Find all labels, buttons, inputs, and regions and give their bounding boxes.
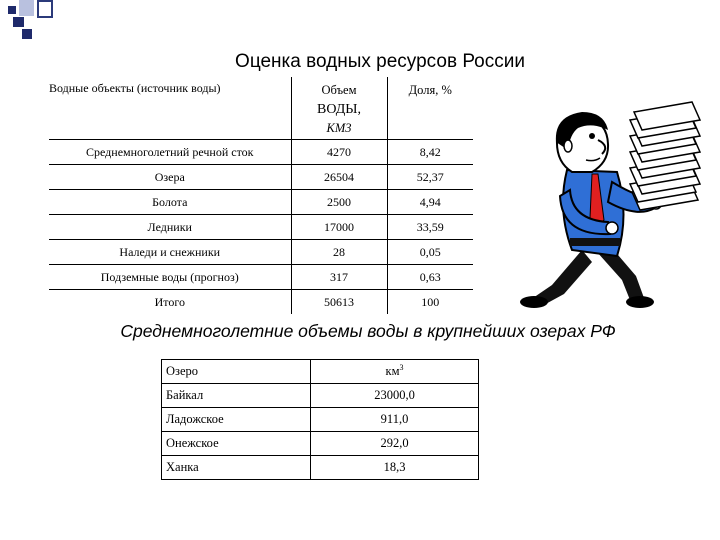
table-header-row bbox=[49, 77, 473, 140]
row-volume: 50613 bbox=[291, 290, 387, 315]
lake-volume: 23000,0 bbox=[311, 384, 479, 408]
decor-square bbox=[37, 0, 53, 18]
table-row bbox=[162, 384, 479, 408]
row-volume: 317 bbox=[291, 265, 387, 290]
row-share: 8,42 bbox=[387, 140, 473, 165]
row-share: 100 bbox=[421, 294, 440, 309]
table-row bbox=[49, 215, 473, 240]
page-title: Оценка водных ресурсов России bbox=[235, 51, 525, 72]
header-share: Доля, % bbox=[387, 77, 473, 140]
table-header-row bbox=[162, 360, 479, 384]
row-name: Ледники bbox=[49, 215, 291, 240]
header-volume-unit: КМ3 bbox=[326, 121, 352, 135]
decor-square bbox=[13, 17, 24, 27]
header-lake: Озеро bbox=[162, 360, 311, 384]
table-row bbox=[49, 190, 473, 215]
water-resources-table bbox=[49, 77, 473, 314]
header-volume bbox=[291, 77, 387, 140]
decor-square bbox=[19, 0, 34, 16]
header-unit-sup: 3 bbox=[399, 363, 404, 373]
table-row bbox=[49, 140, 473, 165]
row-volume: 26504 bbox=[291, 165, 387, 190]
row-volume: 2500 bbox=[291, 190, 387, 215]
row-name: Итого bbox=[154, 294, 185, 309]
header-unit bbox=[311, 360, 479, 384]
row-share: 4,94 bbox=[387, 190, 473, 215]
row-name: Подземные воды (прогноз) bbox=[49, 265, 291, 290]
header-volume-line1: Объем bbox=[321, 83, 357, 97]
table-row bbox=[49, 240, 473, 265]
row-share: 52,37 bbox=[387, 165, 473, 190]
header-unit-text: км bbox=[385, 364, 400, 379]
lake-name: Онежское bbox=[162, 432, 311, 456]
row-share: 0,05 bbox=[387, 240, 473, 265]
header-source: Водные объекты (источник воды) bbox=[49, 77, 291, 140]
table-row bbox=[162, 408, 479, 432]
table-row bbox=[162, 456, 479, 480]
lakes-subtitle: Среднемноголетние объемы воды в крупнейших озерах РФ bbox=[120, 321, 616, 341]
row-share: 33,59 bbox=[387, 215, 473, 240]
decor-square bbox=[22, 29, 32, 39]
table-row bbox=[49, 165, 473, 190]
man-carrying-papers-illustration bbox=[512, 100, 712, 310]
table-row bbox=[162, 432, 479, 456]
lakes-table bbox=[161, 359, 479, 480]
lake-volume: 292,0 bbox=[311, 432, 479, 456]
row-name: Наледи и снежники bbox=[49, 240, 291, 265]
lake-name: Ладожское bbox=[162, 408, 311, 432]
row-volume: 17000 bbox=[291, 215, 387, 240]
row-volume: 28 bbox=[291, 240, 387, 265]
row-volume: 4270 bbox=[291, 140, 387, 165]
header-volume-line2: ВОДЫ, bbox=[316, 102, 361, 117]
lake-volume: 18,3 bbox=[311, 456, 479, 480]
row-name: Болота bbox=[49, 190, 291, 215]
lake-volume: 911,0 bbox=[311, 408, 479, 432]
row-name: Среднемноголетний речной сток bbox=[49, 140, 291, 165]
row-share: 0,63 bbox=[387, 265, 473, 290]
row-name: Озера bbox=[49, 165, 291, 190]
lake-name: Байкал bbox=[162, 384, 311, 408]
lake-name: Ханка bbox=[162, 456, 311, 480]
decor-square bbox=[8, 6, 16, 14]
table-row bbox=[49, 265, 473, 290]
table-row-total bbox=[49, 290, 473, 315]
